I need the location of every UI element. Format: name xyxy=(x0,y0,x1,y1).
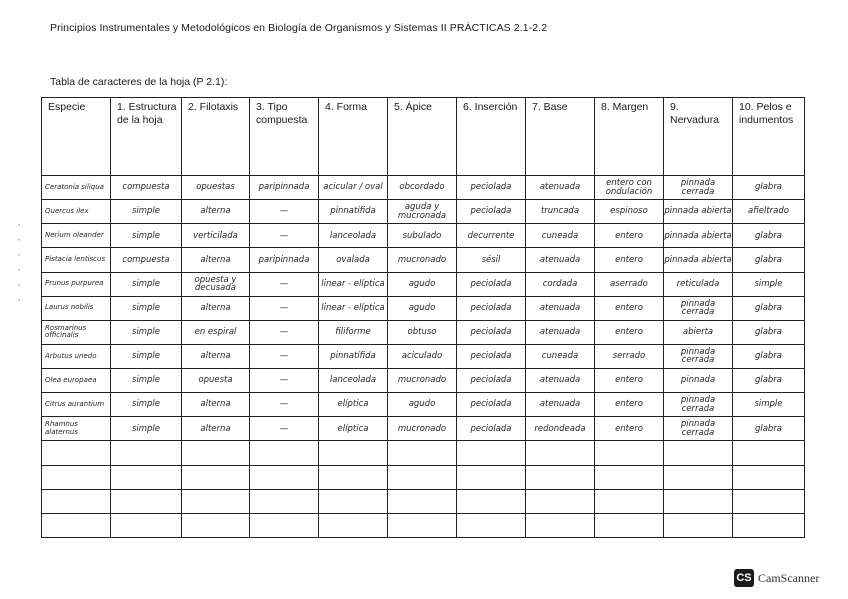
header-estructura: 1. Estructura de la hoja xyxy=(111,98,182,176)
table-cell: agudo xyxy=(388,272,457,296)
table-row xyxy=(42,344,805,368)
table-cell: pinnada abierta xyxy=(664,248,733,272)
camscanner-watermark xyxy=(734,569,819,587)
table-cell: glabra xyxy=(733,224,805,248)
table-cell: acicular / oval xyxy=(319,176,388,200)
table-cell: truncada xyxy=(526,200,595,224)
table-cell: pinnada abierta xyxy=(664,200,733,224)
empty-cell xyxy=(733,513,805,537)
table-cell: lanceolada xyxy=(319,224,388,248)
table-cell: linear - elíptica xyxy=(319,272,388,296)
table-cell: alterna xyxy=(182,344,250,368)
table-cell: agudo xyxy=(388,296,457,320)
empty-cell xyxy=(319,489,388,513)
table-cell: agudo xyxy=(388,393,457,417)
empty-cell xyxy=(526,513,595,537)
header-nervadura: 9. Nervadura xyxy=(664,98,733,176)
empty-cell xyxy=(595,513,664,537)
table-cell: pinnada xyxy=(664,369,733,393)
empty-cell xyxy=(250,513,319,537)
empty-cell xyxy=(595,465,664,489)
empty-cell xyxy=(457,513,526,537)
table-cell: pinnada abierta xyxy=(664,224,733,248)
table-cell: compuesta xyxy=(111,176,182,200)
table-cell: reticulada xyxy=(664,272,733,296)
table-cell: entero xyxy=(595,320,664,344)
table-cell: mucronado xyxy=(388,369,457,393)
table-cell: ovalada xyxy=(319,248,388,272)
species-cell: Quercus ilex xyxy=(42,200,111,224)
table-header-row xyxy=(42,98,805,176)
table-cell: subulado xyxy=(388,224,457,248)
table-cell: linear - elíptica xyxy=(319,296,388,320)
table-cell: simple xyxy=(111,320,182,344)
table-cell: paripinnada xyxy=(250,248,319,272)
table-cell: aciculado xyxy=(388,344,457,368)
header-insercion: 6. Inserción xyxy=(457,98,526,176)
empty-table-row xyxy=(42,489,805,513)
table-row xyxy=(42,176,805,200)
table-cell: alterna xyxy=(182,200,250,224)
empty-table-row xyxy=(42,441,805,465)
header-forma: 4. Forma xyxy=(319,98,388,176)
empty-cell xyxy=(388,489,457,513)
empty-cell xyxy=(111,513,182,537)
table-cell: peciolada xyxy=(457,296,526,320)
table-cell: pinnada cerrada xyxy=(664,296,733,320)
table-cell: simple xyxy=(111,417,182,441)
table-cell: atenuada xyxy=(526,176,595,200)
table-cell: simple xyxy=(111,369,182,393)
empty-cell xyxy=(664,513,733,537)
table-cell: mucronado xyxy=(388,417,457,441)
table-cell: en espiral xyxy=(182,320,250,344)
empty-cell xyxy=(182,465,250,489)
table-cell: peciolada xyxy=(457,272,526,296)
header-tipo-compuesta: 3. Tipo compuesta xyxy=(250,98,319,176)
empty-cell xyxy=(182,513,250,537)
table-row xyxy=(42,248,805,272)
empty-cell xyxy=(42,465,111,489)
table-cell: aguda y mucronada xyxy=(388,200,457,224)
empty-cell xyxy=(733,489,805,513)
table-cell: simple xyxy=(733,272,805,296)
table-cell: paripinnada xyxy=(250,176,319,200)
table-cell: filiforme xyxy=(319,320,388,344)
camscanner-label: CamScanner xyxy=(758,570,820,585)
table-caption: Tabla de caracteres de la hoja (P 2.1): xyxy=(50,76,228,88)
table-cell: pinnada cerrada xyxy=(664,176,733,200)
table-cell: entero xyxy=(595,369,664,393)
table-cell: aserrado xyxy=(595,272,664,296)
species-cell: Citrus aurantium xyxy=(42,393,111,417)
table-cell: mucronado xyxy=(388,248,457,272)
table-cell: compuesta xyxy=(111,248,182,272)
table-cell: simple xyxy=(111,296,182,320)
header-filotaxis: 2. Filotaxis xyxy=(182,98,250,176)
table-cell: cuneada xyxy=(526,344,595,368)
empty-cell xyxy=(42,441,111,465)
empty-cell xyxy=(595,441,664,465)
table-cell: peciolada xyxy=(457,417,526,441)
table-cell: entero xyxy=(595,393,664,417)
table-cell: atenuada xyxy=(526,320,595,344)
table-cell: — xyxy=(250,200,319,224)
species-cell: Nerium oleander xyxy=(42,224,111,248)
table-cell: serrado xyxy=(595,344,664,368)
table-row xyxy=(42,272,805,296)
empty-cell xyxy=(664,489,733,513)
table-cell: peciolada xyxy=(457,320,526,344)
table-cell: glabra xyxy=(733,344,805,368)
table-cell: cuneada xyxy=(526,224,595,248)
table-cell: opuestas xyxy=(182,176,250,200)
table-cell: decurrente xyxy=(457,224,526,248)
empty-cell xyxy=(388,465,457,489)
table-cell: atenuada xyxy=(526,393,595,417)
table-cell: atenuada xyxy=(526,369,595,393)
header-especie: Especie xyxy=(42,98,111,176)
table-cell: opuesta xyxy=(182,369,250,393)
empty-cell xyxy=(388,441,457,465)
empty-cell xyxy=(111,465,182,489)
table-cell: atenuada xyxy=(526,248,595,272)
species-cell: Olea europaea xyxy=(42,369,111,393)
table-cell: espinoso xyxy=(595,200,664,224)
table-cell: glabra xyxy=(733,296,805,320)
header-apice: 5. Ápice xyxy=(388,98,457,176)
empty-cell xyxy=(526,465,595,489)
table-cell: — xyxy=(250,320,319,344)
table-row xyxy=(42,200,805,224)
empty-cell xyxy=(319,441,388,465)
table-cell: afieltrado xyxy=(733,200,805,224)
table-cell: elíptica xyxy=(319,417,388,441)
table-cell: — xyxy=(250,369,319,393)
table-cell: atenuada xyxy=(526,296,595,320)
table-cell: cordada xyxy=(526,272,595,296)
species-cell: Arbutus unedo xyxy=(42,344,111,368)
species-cell: Laurus nobilis xyxy=(42,296,111,320)
species-cell: Rosmarinus officinalis xyxy=(42,320,111,344)
table-cell: peciolada xyxy=(457,200,526,224)
table-cell: — xyxy=(250,417,319,441)
empty-cell xyxy=(595,489,664,513)
table-cell: peciolada xyxy=(457,344,526,368)
species-cell: Pistacia lentiscus xyxy=(42,248,111,272)
empty-cell xyxy=(250,465,319,489)
species-cell: Prunus purpurea xyxy=(42,272,111,296)
table-cell: simple xyxy=(111,393,182,417)
table-cell: opuesta y decusada xyxy=(182,272,250,296)
table-cell: sésil xyxy=(457,248,526,272)
table-cell: simple xyxy=(733,393,805,417)
empty-cell xyxy=(457,489,526,513)
table-cell: pinnada cerrada xyxy=(664,344,733,368)
table-row xyxy=(42,320,805,344)
table-cell: entero xyxy=(595,224,664,248)
table-cell: entero xyxy=(595,296,664,320)
table-cell: lanceolada xyxy=(319,369,388,393)
header-pelos: 10. Pelos e indumentos xyxy=(733,98,805,176)
table-row xyxy=(42,393,805,417)
table-cell: glabra xyxy=(733,369,805,393)
table-cell: — xyxy=(250,224,319,248)
empty-cell xyxy=(526,489,595,513)
table-cell: obtuso xyxy=(388,320,457,344)
table-cell: abierta xyxy=(664,320,733,344)
table-cell: simple xyxy=(111,224,182,248)
characters-table xyxy=(41,97,805,538)
empty-cell xyxy=(111,489,182,513)
table-cell: obcordado xyxy=(388,176,457,200)
empty-cell xyxy=(733,465,805,489)
species-cell: Rhamnus alaternus xyxy=(42,417,111,441)
empty-cell xyxy=(319,465,388,489)
table-cell: alterna xyxy=(182,248,250,272)
table-cell: glabra xyxy=(733,417,805,441)
table-cell: simple xyxy=(111,200,182,224)
table-row xyxy=(42,369,805,393)
table-cell: alterna xyxy=(182,393,250,417)
empty-cell xyxy=(457,465,526,489)
table-cell: — xyxy=(250,344,319,368)
table-cell: peciolada xyxy=(457,176,526,200)
margin-marks: ˳ ˳ ˳ ˳ ˳ ˳ xyxy=(18,219,21,301)
camscanner-logo-icon: CS xyxy=(734,569,754,587)
empty-cell xyxy=(42,489,111,513)
table-cell: verticilada xyxy=(182,224,250,248)
table-cell: pinnatífida xyxy=(319,200,388,224)
empty-cell xyxy=(182,441,250,465)
empty-cell xyxy=(111,441,182,465)
table-cell: alterna xyxy=(182,296,250,320)
empty-cell xyxy=(664,441,733,465)
table-cell: peciolada xyxy=(457,369,526,393)
table-cell: simple xyxy=(111,272,182,296)
empty-cell xyxy=(733,441,805,465)
table-body xyxy=(42,176,805,538)
empty-cell xyxy=(526,441,595,465)
table-cell: — xyxy=(250,393,319,417)
table-row xyxy=(42,224,805,248)
table-cell: — xyxy=(250,296,319,320)
table-cell: alterna xyxy=(182,417,250,441)
document-title: Principios Instrumentales y Metodológicos en Biología de Organismos y Sistemas II PRÁCTICAS 2.1-2.2 xyxy=(50,22,548,34)
table-cell: simple xyxy=(111,344,182,368)
empty-table-row xyxy=(42,513,805,537)
empty-cell xyxy=(319,513,388,537)
empty-cell xyxy=(250,441,319,465)
header-base: 7. Base xyxy=(526,98,595,176)
empty-cell xyxy=(664,465,733,489)
table-cell: elíptica xyxy=(319,393,388,417)
table-cell: redondeada xyxy=(526,417,595,441)
table-cell: peciolada xyxy=(457,393,526,417)
empty-cell xyxy=(250,489,319,513)
table-cell: glabra xyxy=(733,320,805,344)
table-cell: pinnatífida xyxy=(319,344,388,368)
empty-table-row xyxy=(42,465,805,489)
species-cell: Ceratonia siliqua xyxy=(42,176,111,200)
header-margen: 8. Margen xyxy=(595,98,664,176)
table-cell: — xyxy=(250,272,319,296)
table-cell: pinnada cerrada xyxy=(664,417,733,441)
empty-cell xyxy=(42,513,111,537)
empty-cell xyxy=(457,441,526,465)
table-row xyxy=(42,296,805,320)
table-cell: entero xyxy=(595,417,664,441)
table-cell: pinnada cerrada xyxy=(664,393,733,417)
table-cell: entero xyxy=(595,248,664,272)
table-cell: glabra xyxy=(733,248,805,272)
empty-cell xyxy=(388,513,457,537)
table-cell: entero con ondulación xyxy=(595,176,664,200)
empty-cell xyxy=(182,489,250,513)
table-cell: glabra xyxy=(733,176,805,200)
table-row xyxy=(42,417,805,441)
